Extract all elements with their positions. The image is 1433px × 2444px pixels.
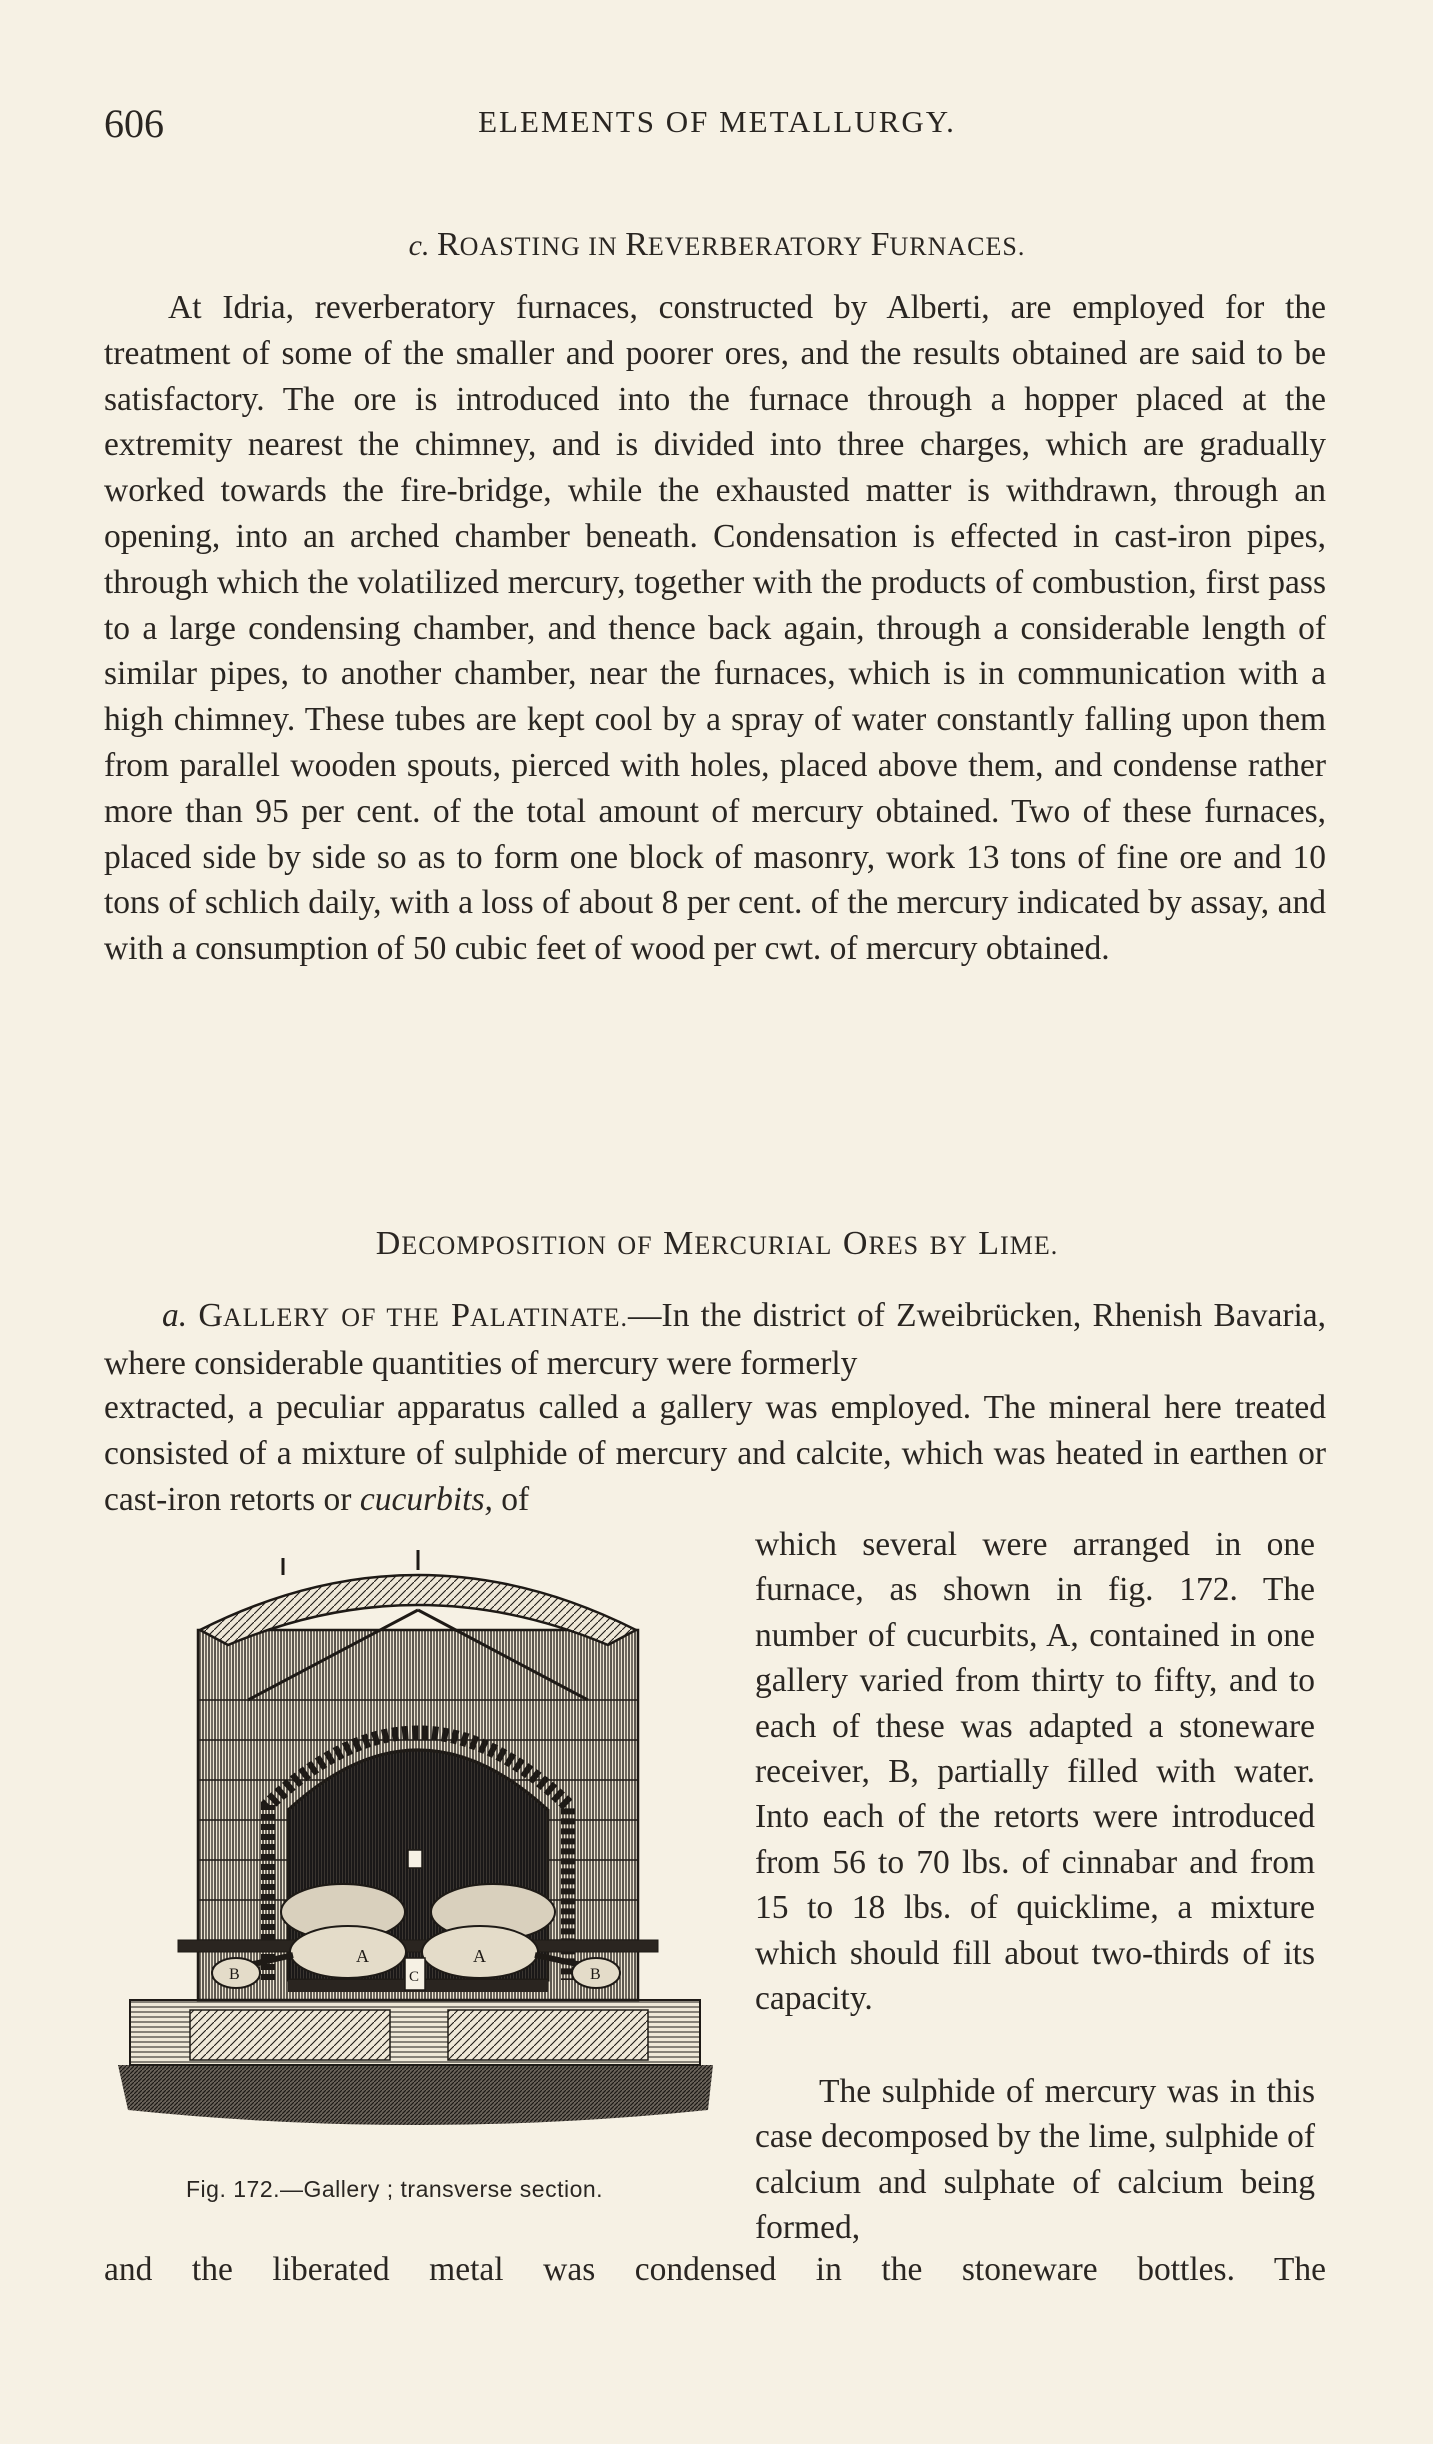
smallcaps-rest: EVERBERATORY bbox=[647, 232, 864, 261]
running-head bbox=[104, 100, 1330, 160]
continued-text: extracted, a peculiar apparatus called a gallery was employed. The mineral here treated consisted of a mixture of sulphide of mercury and calcite, which was heated in earthen or cast-iron retorts or bbox=[104, 1389, 1326, 1518]
smallcaps-word bbox=[436, 226, 581, 263]
label-b-right: B bbox=[590, 1966, 601, 1983]
paragraph-gallery-continued bbox=[104, 1385, 1326, 1522]
smallcaps-rest: OF THE bbox=[341, 1303, 440, 1332]
smallcaps-word bbox=[451, 1297, 628, 1334]
label-a-left: A bbox=[356, 1946, 369, 1966]
smallcaps-rest: OASTING bbox=[459, 232, 581, 261]
paragraph-gallery-wrapped: which several were arranged in one furnace, as shown in fig. 172. The number of cucurbits, A, contained in one gallery varied from thirty to fifty, and to each of these was adapted a stoneware receiver, B, partially filled with water. Into each of the retorts were introduced from 56 to 70 lbs. of cinnabar and from 15 to 18 lbs. of quicklime, a mixture which should fill about two-thirds of its capacity. bbox=[755, 1526, 1315, 2018]
smallcaps-rest: URNACES. bbox=[889, 232, 1026, 261]
smallcaps-rest: RES bbox=[868, 1231, 920, 1260]
cucurbit-a-left bbox=[290, 1926, 406, 1978]
ground-hatching bbox=[118, 2065, 713, 2125]
label-a-right: A bbox=[473, 1946, 486, 1966]
section-heading-text bbox=[436, 226, 1026, 263]
smallcaps-rest: ALATINATE. bbox=[470, 1303, 629, 1332]
smallcaps-word bbox=[198, 1297, 330, 1334]
page-number: 606 bbox=[104, 101, 164, 146]
smallcaps-rest: IME. bbox=[1000, 1231, 1059, 1260]
label-b-left: B bbox=[229, 1966, 240, 1983]
section-heading-text bbox=[376, 1221, 1058, 1263]
paragraph-roasting: At Idria, reverberatory furnaces, constructed by Alberti, are employed for the treatment of some of the smaller and poorer ores, and the results obtained are said to be satisfactory. The ore is introduced into the furnace through a hopper placed at the extremity nearest the chimney, and is divided into three charges, which are gradually worked towards the fire-bridge, while the exhausted matter is withdrawn, through an opening, into an arched chamber beneath. Condensation is effected in cast-iron pipes, through which the volatilized mercury, together with the products of combustion, first pass to a large condensing chamber, and thence back again, through a considerable length of similar pipes, to another chamber, near the furnaces, which is in communication with a high chimney. These tubes are kept cool by a spray of water constantly falling upon them from parallel wooden spouts, pierced with holes, placed above them, and condense rather more than 95 per cent. of the total amount of mercury obtained. Two of these furnaces, placed side by side so as to form one block of masonry, work 13 tons of fine ore and 10 tons of schlich daily, with a loss of about 8 per cent. of the mercury indicated by assay, and with a consumption of 50 cubic feet of wood per cwt. of mercury obtained. bbox=[104, 289, 1326, 968]
smallcaps-word bbox=[341, 1297, 440, 1334]
smallcaps-word bbox=[625, 226, 864, 263]
term-cucurbits: cucurbits, bbox=[359, 1480, 493, 1518]
smallcaps-word bbox=[843, 1221, 919, 1263]
section-heading-decomposition bbox=[104, 1220, 1330, 1264]
smallcaps-initial: D bbox=[375, 1225, 402, 1262]
section-heading-roasting bbox=[104, 226, 1330, 264]
smallcaps-rest: OF bbox=[617, 1231, 653, 1260]
smallcaps-rest: IN bbox=[588, 232, 618, 261]
subsection-heading bbox=[198, 1297, 628, 1334]
smallcaps-rest: ALLERY bbox=[222, 1303, 331, 1332]
smallcaps-word bbox=[588, 229, 617, 262]
intro-text: —In the district of Zweibrücken, Rhenish Bavaria, where considerable quantities of mercury were formerly bbox=[104, 1297, 1327, 1382]
term-after: of bbox=[501, 1480, 530, 1518]
smallcaps-word bbox=[978, 1221, 1058, 1263]
smallcaps-initial: G bbox=[198, 1297, 223, 1334]
paragraph-last-line: and the liberated metal was condensed in the stoneware bottles. The bbox=[104, 2251, 1326, 2288]
smallcaps-initial: L bbox=[978, 1225, 1001, 1262]
smallcaps-initial: P bbox=[451, 1297, 471, 1334]
smallcaps-initial: M bbox=[663, 1225, 695, 1262]
gallery-illustration bbox=[118, 1550, 718, 2160]
paragraph-gallery-intro bbox=[104, 1293, 1326, 1387]
running-title: ELEMENTS OF METALLURGY. bbox=[478, 104, 956, 139]
smallcaps-initial: R bbox=[436, 226, 460, 263]
subsection-prefix: a. bbox=[162, 1297, 188, 1334]
smallcaps-word bbox=[870, 226, 1026, 263]
section-prefix: c. bbox=[408, 229, 430, 262]
label-c: C bbox=[409, 1969, 420, 1985]
smallcaps-word bbox=[376, 1221, 607, 1263]
smallcaps-rest: BY bbox=[929, 1231, 968, 1260]
figure-caption: Fig. 172.—Gallery ; transverse section. bbox=[186, 2176, 604, 2202]
smallcaps-word bbox=[617, 1221, 652, 1263]
paragraph-sulphide: The sulphide of mercury was in this case decomposed by the lime, sulphide of calcium and sulphate of calcium being formed, bbox=[755, 2073, 1315, 2247]
smallcaps-initial: F bbox=[870, 226, 890, 263]
smallcaps-word bbox=[663, 1221, 832, 1263]
smallcaps-rest: ERCURIAL bbox=[694, 1231, 833, 1260]
smallcaps-word bbox=[930, 1221, 968, 1263]
smallcaps-initial: O bbox=[842, 1225, 869, 1262]
smallcaps-rest: ECOMPOSITION bbox=[401, 1231, 607, 1260]
figure-172 bbox=[118, 1550, 718, 2160]
smallcaps-initial: R bbox=[625, 226, 648, 263]
